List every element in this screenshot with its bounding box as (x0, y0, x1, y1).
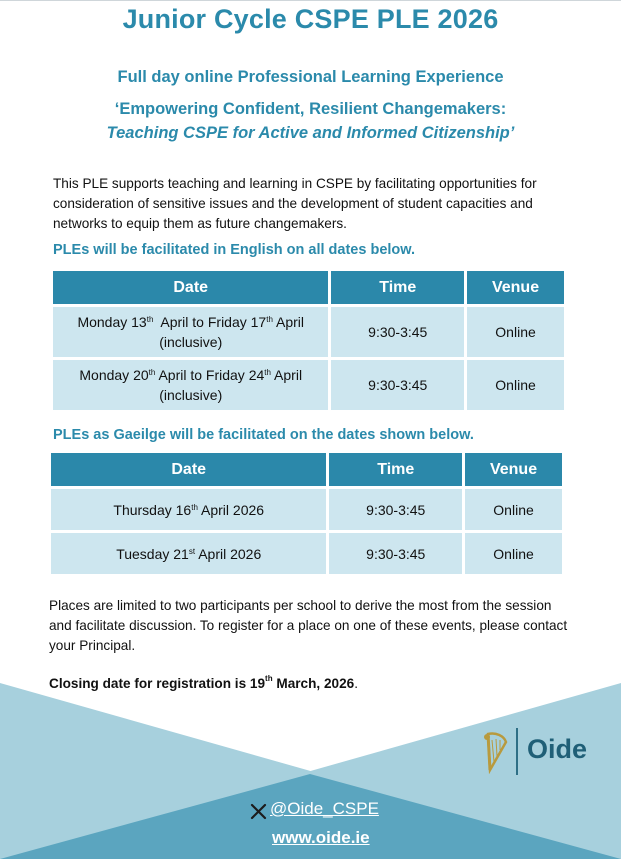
date-cell: Monday 13th April to Friday 17th April (inclusive) (53, 307, 328, 357)
irish-schedule-table (48, 450, 565, 577)
venue-cell: Online (467, 307, 564, 357)
time-cell: 9:30-3:45 (329, 533, 462, 574)
table-row (51, 533, 562, 574)
header-time: Time (329, 453, 462, 486)
table-row (53, 360, 564, 410)
date-cell: Tuesday 21st April 2026 (51, 533, 326, 574)
header-time: Time (331, 271, 464, 304)
theme-quote-line1: ‘Empowering Confident, Resilient Changemakers: (114, 100, 507, 118)
header-date: Date (53, 271, 328, 304)
social-handle-link[interactable]: @Oide_CSPE (270, 799, 379, 818)
page-title: Junior Cycle CSPE PLE 2026 (122, 4, 499, 34)
venue-cell: Online (467, 360, 564, 410)
venue-cell: Online (465, 489, 562, 530)
table-row (53, 307, 564, 357)
header-venue: Venue (465, 453, 562, 486)
oide-logo (482, 728, 592, 776)
header-date: Date (51, 453, 326, 486)
theme-quote-line2: Teaching CSPE for Active and Informed Citizenship’ (106, 124, 515, 142)
date-cell: Monday 20th April to Friday 24th April (inclusive) (53, 360, 328, 410)
venue-cell: Online (465, 533, 562, 574)
irish-note: PLEs as Gaeilge will be facilitated on the dates shown below. (53, 427, 474, 443)
english-schedule-table (50, 268, 567, 413)
closing-date: Closing date for registration is 19th March, 2026. (49, 674, 358, 691)
x-twitter-icon (250, 803, 267, 820)
time-cell: 9:30-3:45 (331, 360, 464, 410)
date-cell: Thursday 16th April 2026 (51, 489, 326, 530)
harp-icon (482, 730, 510, 774)
table-row (51, 489, 562, 530)
table-header-row (53, 271, 564, 304)
time-cell: 9:30-3:45 (331, 307, 464, 357)
time-cell: 9:30-3:45 (329, 489, 462, 530)
page-subtitle: Full day online Professional Learning Experience (117, 68, 504, 86)
website-link[interactable]: www.oide.ie (272, 828, 370, 847)
table-header-row (51, 453, 562, 486)
logo-text: Oide (527, 734, 588, 764)
logo-divider (516, 728, 518, 775)
intro-paragraph: This PLE supports teaching and learning in CSPE by facilitating opportunities for consideration of sensitive issues and the development of student capacities and networks to equip them as future changemakers. (53, 176, 537, 231)
header-venue: Venue (467, 271, 564, 304)
english-note: PLEs will be facilitated in English on all dates below. (53, 242, 416, 258)
places-paragraph: Places are limited to two participants per school to derive the most from the session and facilitate discussion. To register for a place on one of these events, please contact your Principal. (49, 598, 568, 653)
